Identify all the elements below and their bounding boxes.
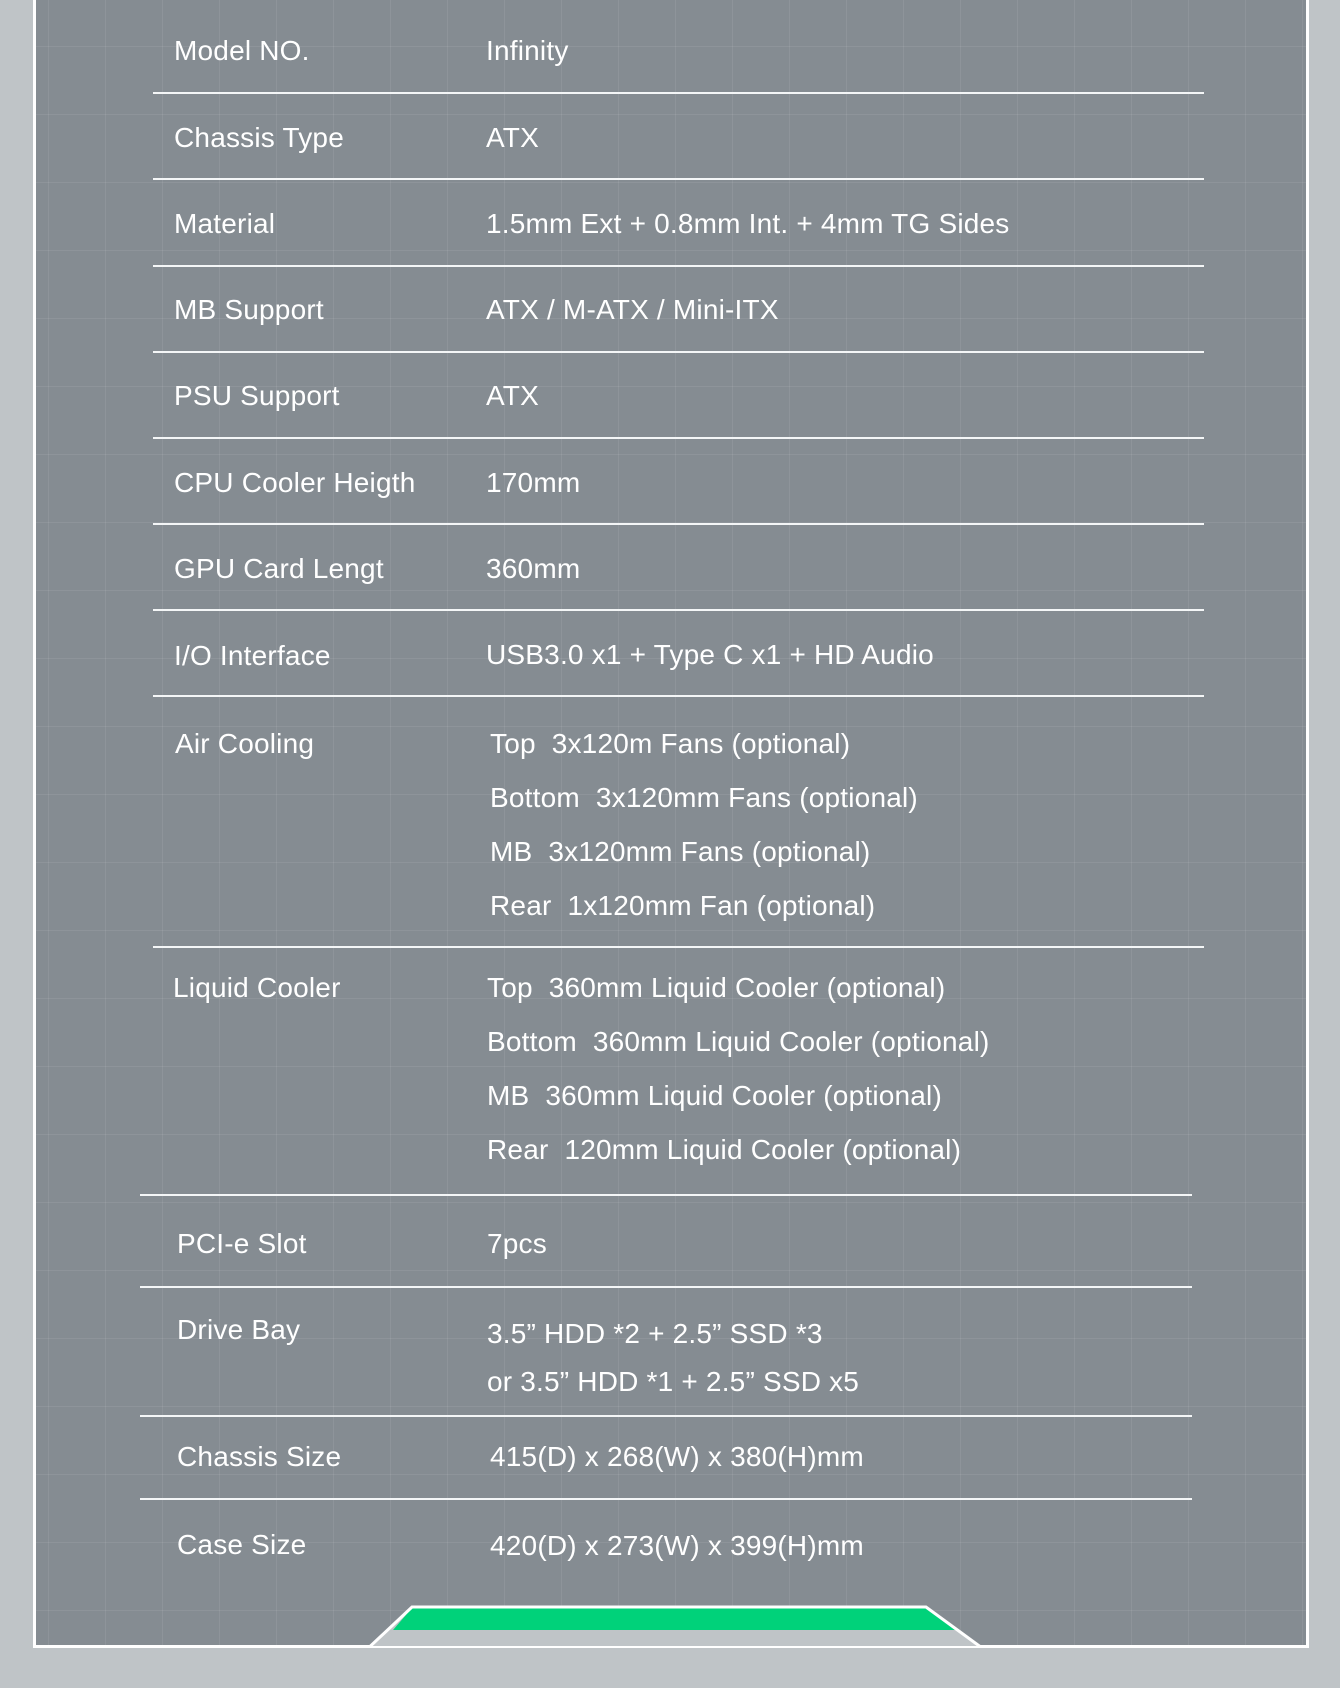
spec-value: 7pcs [487, 1228, 547, 1259]
spec-value: Bottom 360mm Liquid Cooler (optional) [487, 1026, 990, 1057]
spec-label: Chassis Type [174, 122, 344, 153]
spec-value: Bottom 3x120mm Fans (optional) [490, 782, 918, 813]
row-divider [140, 1194, 1192, 1196]
row-divider [140, 1498, 1192, 1500]
spec-value: 360mm [486, 553, 581, 584]
row-divider [153, 265, 1204, 267]
spec-label: Liquid Cooler [173, 972, 341, 1003]
row-divider [153, 946, 1204, 948]
spec-value: 170mm [486, 467, 581, 498]
spec-value: ATX [486, 380, 539, 411]
row-divider [153, 437, 1204, 439]
spec-value: Top 360mm Liquid Cooler (optional) [487, 972, 946, 1003]
spec-value: 415(D) x 268(W) x 380(H)mm [490, 1441, 864, 1472]
row-divider [153, 178, 1204, 180]
spec-label: MB Support [174, 294, 324, 325]
row-divider [153, 92, 1204, 94]
green-accent-bar [393, 1608, 955, 1630]
spec-label: Model NO. [174, 35, 310, 66]
spec-label: Case Size [177, 1529, 307, 1560]
spec-label: CPU Cooler Heigth [174, 467, 416, 498]
spec-label: Chassis Size [177, 1441, 342, 1472]
spec-value: 1.5mm Ext + 0.8mm Int. + 4mm TG Sides [486, 208, 1010, 239]
spec-value: MB 360mm Liquid Cooler (optional) [487, 1080, 943, 1111]
row-divider [153, 523, 1204, 525]
spec-label: GPU Card Lengt [174, 553, 384, 584]
row-divider [153, 351, 1204, 353]
row-divider [153, 695, 1204, 697]
row-divider [140, 1286, 1192, 1288]
spec-value: USB3.0 x1 + Type C x1 + HD Audio [486, 639, 934, 670]
row-divider [153, 609, 1204, 611]
spec-label: Material [174, 208, 276, 239]
spec-value: 3.5” HDD *2 + 2.5” SSD *3 [487, 1318, 823, 1349]
spec-label: Air Cooling [175, 728, 315, 759]
spec-label: Drive Bay [177, 1314, 301, 1345]
spec-value: Top 3x120m Fans (optional) [490, 728, 851, 759]
spec-value: 420(D) x 273(W) x 399(H)mm [490, 1530, 864, 1561]
spec-value: MB 3x120mm Fans (optional) [490, 836, 871, 867]
spec-value: or 3.5” HDD *1 + 2.5” SSD x5 [487, 1366, 860, 1397]
row-divider [140, 1415, 1192, 1417]
spec-value: ATX / M-ATX / Mini-ITX [486, 294, 779, 325]
spec-value: ATX [486, 122, 539, 153]
spec-value: Rear 120mm Liquid Cooler (optional) [487, 1134, 962, 1165]
spec-label: I/O Interface [174, 640, 331, 671]
spec-value: Infinity [486, 35, 569, 66]
spec-label: PSU Support [174, 380, 340, 411]
spec-label: PCI-e Slot [177, 1228, 307, 1259]
spec-value: Rear 1x120mm Fan (optional) [490, 890, 876, 921]
